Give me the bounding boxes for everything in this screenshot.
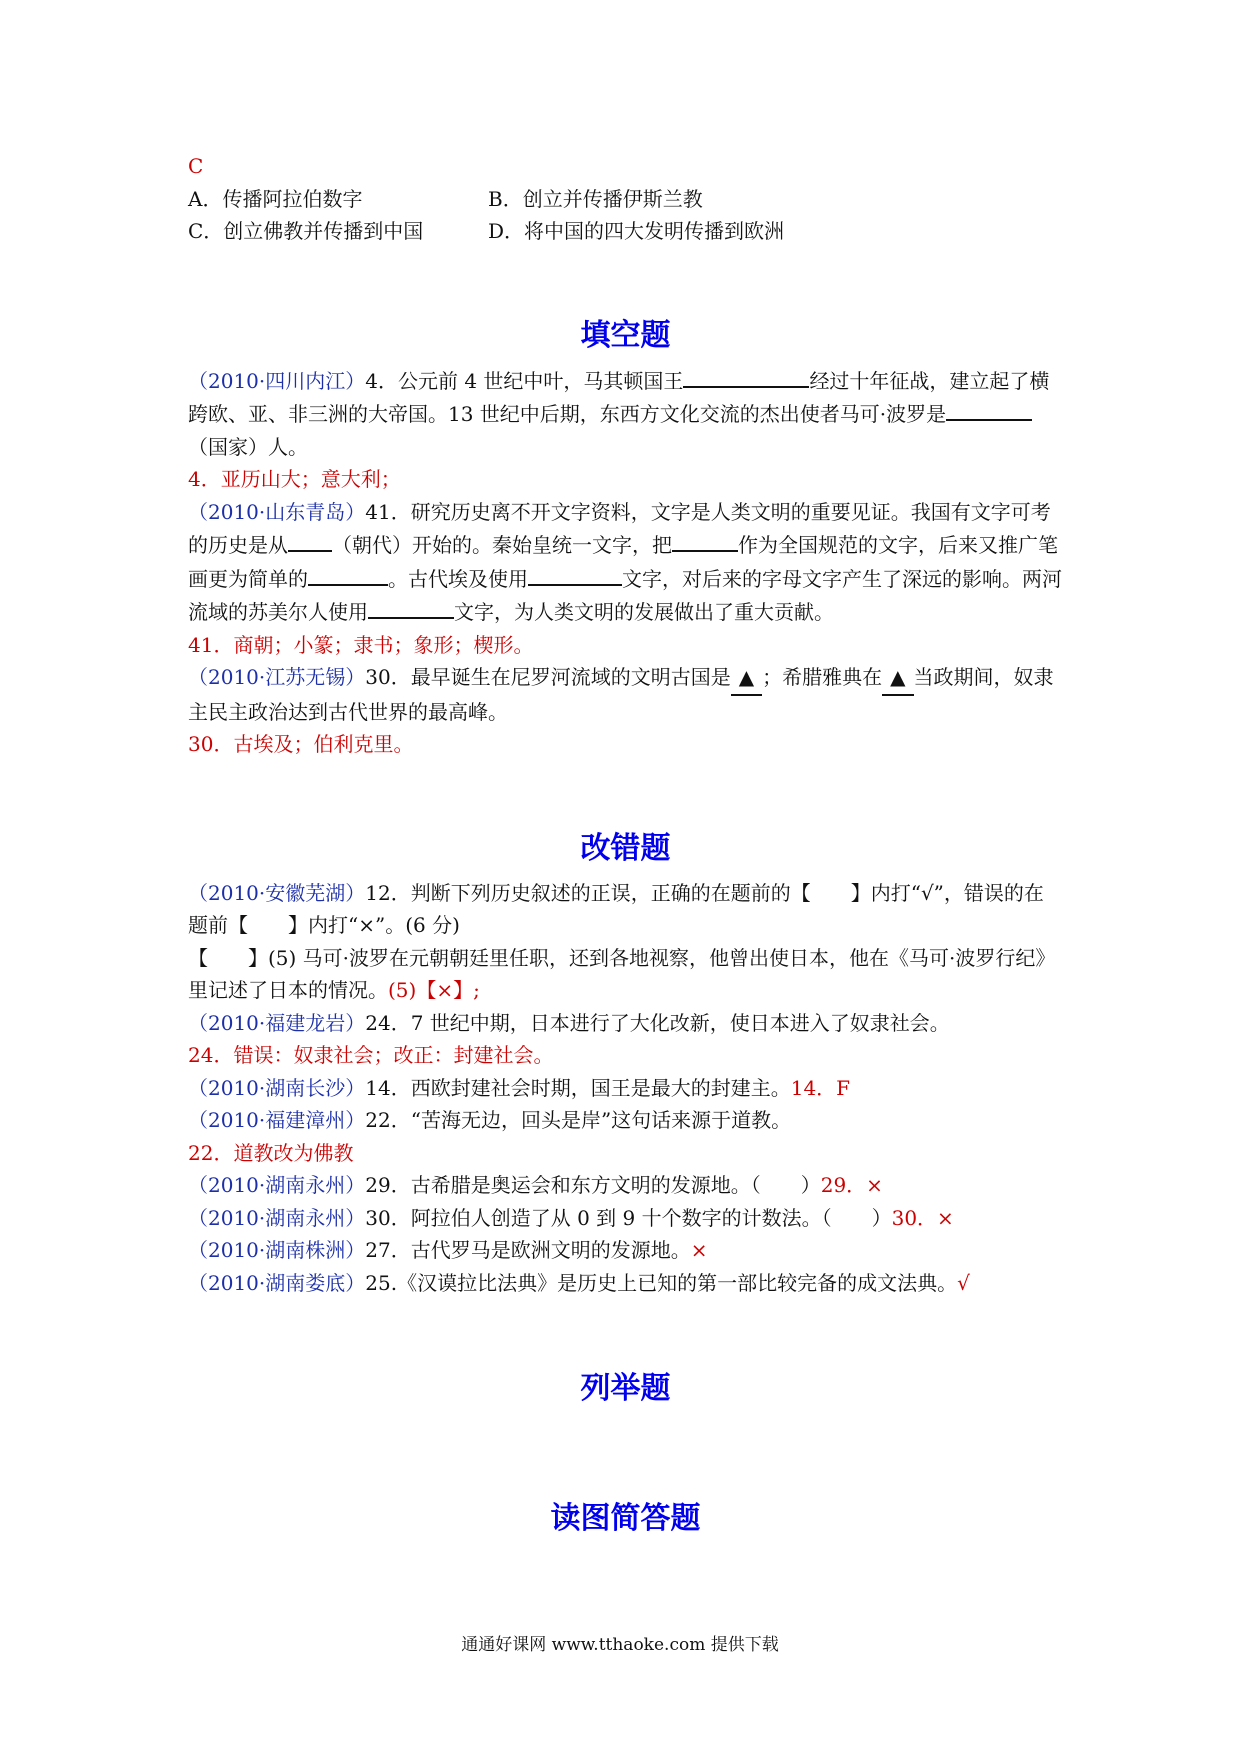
answer-text: × <box>690 1238 708 1262</box>
page-content <box>188 150 1063 1539</box>
answer-blank <box>368 595 454 619</box>
question-source: （2010·江苏无锡） <box>188 665 366 689</box>
question-text: 文字，为人类文明的发展做出了重大贡献。 <box>454 600 834 624</box>
question-source: （2010·湖南永州） <box>188 1173 366 1197</box>
correct-question-1-item <box>188 942 1063 1007</box>
option-c: C．创立佛教并传播到中国 <box>188 219 424 243</box>
fill-question-3 <box>188 661 1063 728</box>
question-source: （2010·安徽芜湖） <box>188 880 366 905</box>
fill-answer-1: 4．亚历山大；意大利； <box>188 467 401 491</box>
mc-options-row-1 <box>188 183 1063 216</box>
question-text: 41．研究历史离不开文字资料，文字是人类文明的重要见证。我国有文字可考的历史是从 <box>188 499 1051 557</box>
question-text: 25.《汉谟拉比法典》是历史上已知的第一部比较完备的成文法典。 <box>365 1270 958 1295</box>
question-text: 27．古代罗马是欧洲文明的发源地。 <box>365 1238 691 1262</box>
correct-question-1 <box>188 877 1063 942</box>
question-source: （2010·福建漳州） <box>188 1108 366 1132</box>
question-source: （2010·山东青岛） <box>188 499 366 524</box>
answer-text: 14．F <box>790 1075 851 1100</box>
page-footer: 通通好课网 www.tthaoke.com 提供下载 <box>461 1635 779 1655</box>
question-text: 【 】(5) 马可·波罗在元朝朝廷里任职，还到各地视察，他曾出使日本，他在《马可·波罗行纪》里记述了日本的情况。 <box>188 945 1056 1002</box>
question-text: 经过十年征战，建立起了横跨欧、亚、非三洲的大帝国。13 世纪中后期，东西方文化交流的杰出使者马可·波罗是 <box>188 368 1050 426</box>
answer-blank <box>672 528 738 552</box>
answer-blank <box>946 397 1032 421</box>
fill-answer-2: 41．商朝；小篆；隶书；象形；楔形。 <box>188 632 534 657</box>
list-heading: 列举题 <box>580 1371 671 1406</box>
question-text: 30．最早诞生在尼罗河流域的文明古国是 <box>365 665 731 689</box>
question-text: ；希腊雅典在 <box>762 665 883 689</box>
question-text: 24．7 世纪中期，日本进行了大化改新，使日本进入了奴隶社会。 <box>365 1010 950 1035</box>
question-text: 30．阿拉伯人创造了从 0 到 9 十个数字的计数法。（ ） <box>365 1205 892 1230</box>
answer-text: 30．× <box>891 1205 954 1230</box>
correct-question-5 <box>188 1169 1063 1202</box>
correct-question-7 <box>188 1234 1063 1267</box>
option-a: A．传播阿拉伯数字 <box>188 186 363 211</box>
fill-question-2 <box>188 496 1063 629</box>
mc-options-row-2 <box>188 215 1063 248</box>
question-source: （2010·湖南永州） <box>188 1205 366 1230</box>
fill-question-1 <box>188 364 1063 464</box>
correct-question-8 <box>188 1267 1063 1300</box>
mc-answer: C <box>188 154 204 178</box>
answer-blank <box>308 562 388 586</box>
question-source: （2010·湖南株洲） <box>188 1238 366 1262</box>
question-source: （2010·福建龙岩） <box>188 1010 366 1035</box>
question-text: 。古代埃及使用 <box>388 566 528 591</box>
answer-text: 29．× <box>820 1173 883 1197</box>
question-text: 文字，对后来的字母文字产生了深远的影响。两河流域的苏美尔人使用 <box>188 566 1062 624</box>
fill-heading: 填空题 <box>580 317 671 353</box>
option-d: D．将中国的四大发明传播到欧洲 <box>488 219 785 243</box>
question-source: （2010·湖南娄底） <box>188 1270 366 1295</box>
question-text: 当政期间，奴隶主民主政治达到古代世界的最高峰。 <box>188 665 1054 724</box>
answer-text: √ <box>957 1270 970 1295</box>
correct-question-3 <box>188 1072 1063 1105</box>
question-text: 14．西欧封建社会时期，国王是最大的封建主。 <box>365 1075 791 1100</box>
answer-blank-mark: ▲ <box>731 661 762 696</box>
question-source: （2010·四川内江） <box>188 368 366 393</box>
question-text: 12．判断下列历史叙述的正误，正确的在题前的【 】内打“√”，错误的在题前【 】内打“×”。(6 分) <box>188 880 1044 937</box>
question-text: 22．“苦海无边，回头是岸”这句话来源于道教。 <box>365 1108 792 1132</box>
question-text: （朝代）开始的。秦始皇统一文字，把 <box>332 533 672 557</box>
answer-text: (5)【×】; <box>388 978 480 1002</box>
correct-answer-2: 24．错误：奴隶社会；改正：封建社会。 <box>188 1043 554 1067</box>
map-heading: 读图简答题 <box>550 1501 701 1536</box>
answer-blank <box>683 364 809 388</box>
correct-heading: 改错题 <box>580 830 671 866</box>
correct-question-2 <box>188 1007 1063 1040</box>
correct-question-4 <box>188 1104 1063 1137</box>
answer-blank <box>528 562 622 586</box>
question-text: 作为全国规范的文字，后来又推广笔画更为简单的 <box>188 533 1058 591</box>
correct-question-6 <box>188 1202 1063 1235</box>
question-text: 29．古希腊是奥运会和东方文明的发源地。（ ） <box>365 1173 821 1197</box>
answer-blank <box>288 528 332 552</box>
correct-answer-4: 22．道教改为佛教 <box>188 1140 354 1165</box>
option-b: B．创立并传播伊斯兰教 <box>488 186 703 211</box>
answer-blank-mark: ▲ <box>882 661 913 696</box>
question-text: 4．公元前 4 世纪中叶，马其顿国王 <box>365 368 684 393</box>
fill-answer-3: 30．古埃及；伯利克里。 <box>188 732 414 756</box>
question-source: （2010·湖南长沙） <box>188 1075 366 1100</box>
question-text: （国家）人。 <box>188 434 308 459</box>
